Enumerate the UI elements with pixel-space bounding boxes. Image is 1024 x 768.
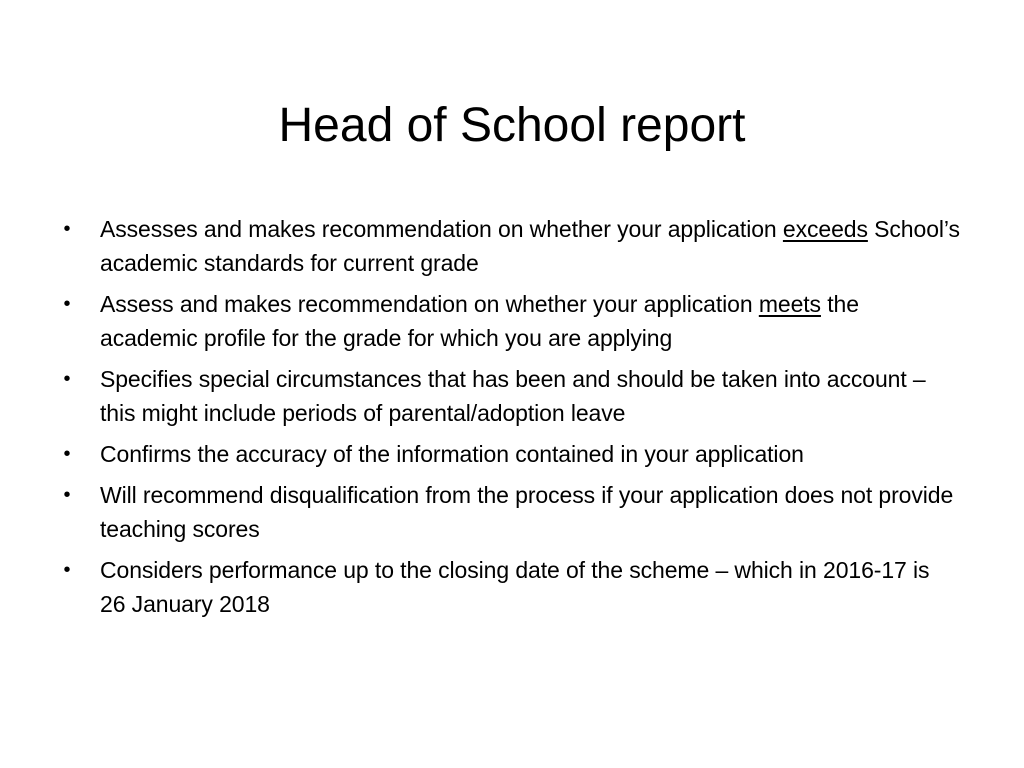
underlined-word: exceeds <box>782 216 868 242</box>
bullet-text-end: the academic profile for the grade for which you are applying <box>100 291 859 351</box>
bullet-text: Will recommend disqualification from the process if your application does not provide teaching scores <box>100 482 954 542</box>
bullet-item-meets <box>60 287 960 355</box>
bullet-item-closing-date <box>60 553 960 621</box>
bullet-list <box>60 212 960 628</box>
bullet-text: Considers performance up to the closing date of the scheme – which in 2016-17 is 26 January 2018 <box>100 557 930 617</box>
bullet-item-exceeds <box>60 212 960 280</box>
slide-title: Head of School report <box>278 99 746 153</box>
bullet-icon: • <box>63 559 71 581</box>
underlined-word: meets <box>758 291 821 317</box>
bullet-text: Specifies special circumstances that has been and should be taken into account – this might include periods of parental/adoption leave <box>100 366 926 426</box>
bullet-icon: • <box>63 293 71 315</box>
bullet-text-start: Assess and makes recommendation on whether your application <box>100 291 759 317</box>
bullet-icon: • <box>63 218 71 240</box>
bullet-icon: • <box>63 484 71 506</box>
bullet-item-circumstances <box>60 362 960 430</box>
bullet-item-disqualification <box>60 478 960 546</box>
bullet-text-start: Assesses and makes recommendation on whether your application <box>100 216 783 242</box>
bullet-icon: • <box>63 368 71 390</box>
bullet-text-end: School’s academic standards for current grade <box>100 216 960 276</box>
bullet-icon: • <box>63 443 71 465</box>
bullet-text: Confirms the accuracy of the information contained in your application <box>100 441 804 467</box>
bullet-item-accuracy <box>60 437 960 471</box>
